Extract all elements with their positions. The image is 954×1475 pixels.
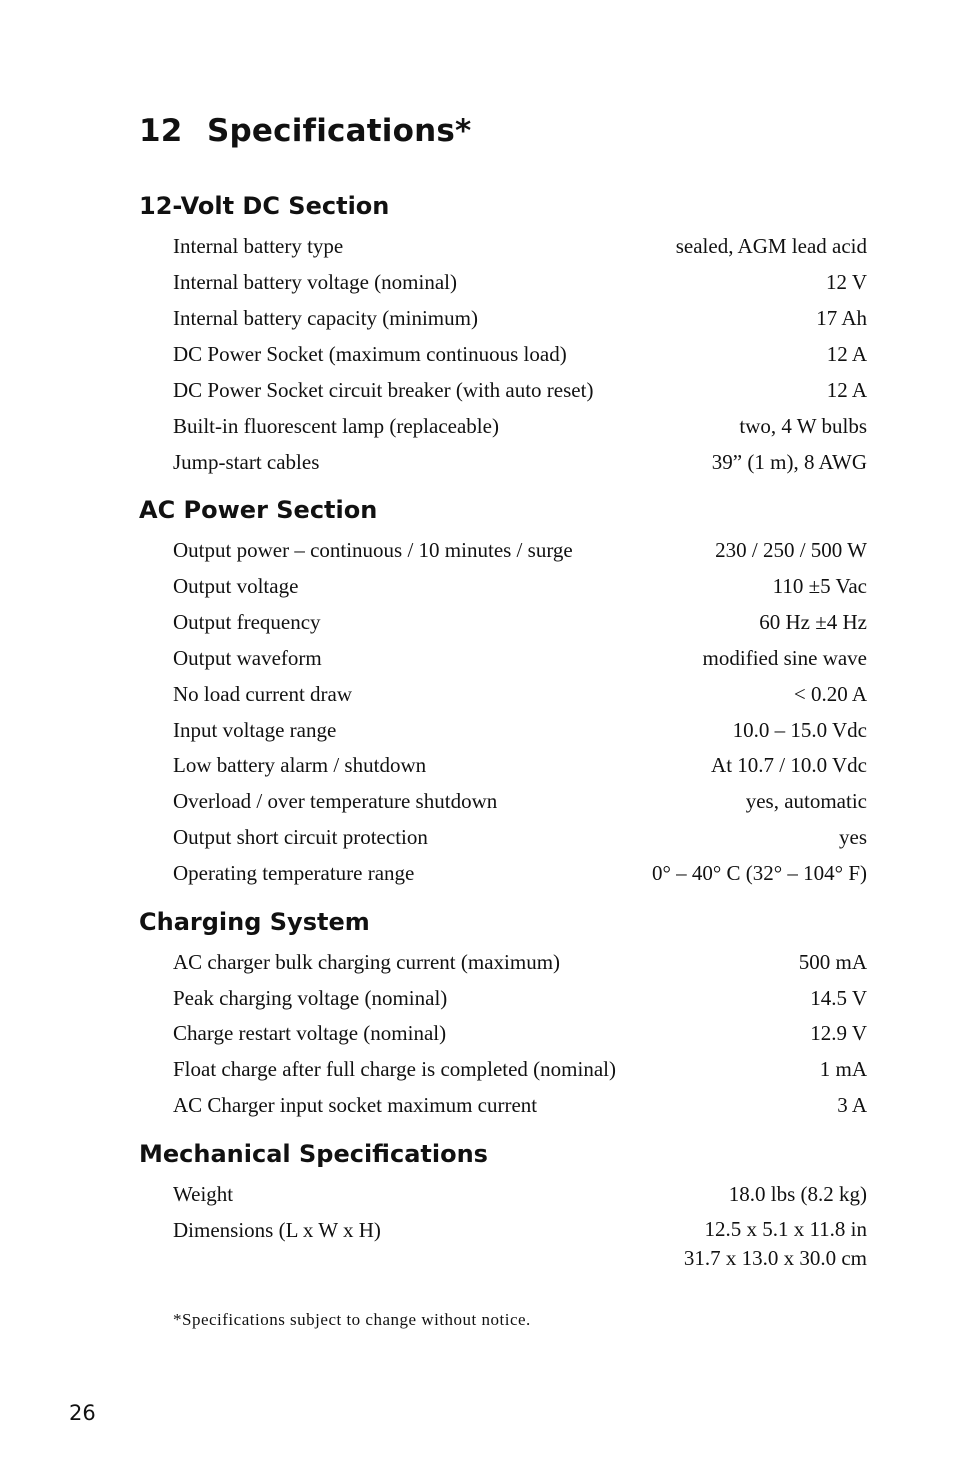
spec-label: Built-in fluorescent lamp (replaceable) xyxy=(173,414,499,438)
spec-label: Internal battery type xyxy=(173,234,344,258)
spec-row xyxy=(173,786,867,816)
spec-label: DC Power Socket (maximum continuous load) xyxy=(173,342,567,366)
spec-value: 12 V xyxy=(825,270,867,294)
spec-value: 230 / 250 / 500 W xyxy=(715,538,867,562)
spec-value: 17 Ah xyxy=(816,306,867,330)
spec-value: modified sine wave xyxy=(702,646,867,670)
spec-value: 39” (1 m), 8 AWG xyxy=(711,450,867,474)
spec-row xyxy=(173,643,867,673)
spec-row xyxy=(173,231,867,261)
spec-value: 0° – 40° C (32° – 104° F) xyxy=(651,861,867,885)
spec-value xyxy=(684,1215,867,1275)
spec-value: 12 A xyxy=(826,378,867,402)
chapter-number: 12 xyxy=(139,113,183,149)
spec-label: DC Power Socket circuit breaker (with auto reset) xyxy=(173,378,594,402)
spec-value: 110 ±5 Vac xyxy=(772,574,867,598)
section-heading-dc: 12-Volt DC Section xyxy=(139,192,390,220)
spec-label: Output frequency xyxy=(173,610,321,634)
spec-row xyxy=(173,607,867,637)
spec-value: two, 4 W bulbs xyxy=(739,414,867,438)
spec-value: 500 mA xyxy=(798,950,867,974)
spec-label: Dimensions (L x W x H) xyxy=(173,1218,381,1242)
spec-label: Weight xyxy=(173,1182,234,1206)
spec-row xyxy=(173,411,867,441)
spec-value: 12 A xyxy=(826,342,867,366)
spec-label: Low battery alarm / shutdown xyxy=(173,753,427,777)
spec-value: 1 mA xyxy=(819,1057,867,1081)
spec-label: Internal battery voltage (nominal) xyxy=(173,270,457,294)
spec-row xyxy=(173,571,867,601)
spec-label: Output voltage xyxy=(173,574,299,598)
spec-row xyxy=(173,447,867,477)
spec-row xyxy=(173,822,867,852)
spec-row xyxy=(173,750,867,780)
spec-label: AC charger bulk charging current (maximum) xyxy=(173,950,561,974)
spec-row xyxy=(173,1179,867,1209)
spec-row xyxy=(173,858,867,888)
chapter-title-text: Specifications* xyxy=(207,113,472,149)
chapter-title xyxy=(139,113,471,149)
spec-row xyxy=(173,1090,867,1120)
spec-value: 3 A xyxy=(837,1093,867,1117)
spec-label: Input voltage range xyxy=(173,718,337,742)
spec-label: Output power – continuous / 10 minutes / surge xyxy=(173,538,573,562)
spec-value: sealed, AGM lead acid xyxy=(675,234,867,258)
spec-value: 18.0 lbs (8.2 kg) xyxy=(728,1182,867,1206)
page-number: 26 xyxy=(69,1401,96,1425)
spec-row xyxy=(173,375,867,405)
section-heading-charging: Charging System xyxy=(139,908,370,936)
spec-label: No load current draw xyxy=(173,682,353,706)
spec-row xyxy=(173,715,867,745)
spec-value-metric: 31.7 x 13.0 x 30.0 cm xyxy=(683,1246,867,1270)
spec-row xyxy=(173,947,867,977)
spec-row xyxy=(173,1215,867,1275)
section-heading-ac: AC Power Section xyxy=(139,496,378,524)
spec-label: Output waveform xyxy=(173,646,322,670)
footnote: *Specifications subject to change without notice. xyxy=(173,1310,531,1329)
spec-row xyxy=(173,1018,867,1048)
spec-row xyxy=(173,983,867,1013)
spec-value: 10.0 – 15.0 Vdc xyxy=(732,718,867,742)
spec-label: Overload / over temperature shutdown xyxy=(173,789,498,813)
spec-value: 60 Hz ±4 Hz xyxy=(759,610,867,634)
spec-label: Output short circuit protection xyxy=(173,825,428,849)
spec-value: 12.9 V xyxy=(810,1021,867,1045)
section-heading-mechanical: Mechanical Specifications xyxy=(139,1140,488,1168)
spec-row xyxy=(173,303,867,333)
spec-label: Charge restart voltage (nominal) xyxy=(173,1021,447,1045)
spec-label: Float charge after full charge is completed (nominal) xyxy=(173,1057,616,1081)
spec-value: < 0.20 A xyxy=(793,682,867,706)
spec-value-imperial: 12.5 x 5.1 x 11.8 in xyxy=(704,1217,867,1241)
spec-value: At 10.7 / 10.0 Vdc xyxy=(711,753,867,777)
spec-row xyxy=(173,535,867,565)
spec-label: Peak charging voltage (nominal) xyxy=(173,986,448,1010)
spec-row xyxy=(173,679,867,709)
spec-value: 14.5 V xyxy=(810,986,867,1010)
spec-row xyxy=(173,339,867,369)
spec-value: yes, automatic xyxy=(745,789,867,813)
spec-value: yes xyxy=(839,825,867,849)
spec-label: Operating temperature range xyxy=(173,861,415,885)
spec-label: Jump-start cables xyxy=(173,450,320,474)
spec-row xyxy=(173,1054,867,1084)
spec-label: Internal battery capacity (minimum) xyxy=(173,306,478,330)
spec-row xyxy=(173,267,867,297)
spec-label: AC Charger input socket maximum current xyxy=(173,1093,538,1117)
